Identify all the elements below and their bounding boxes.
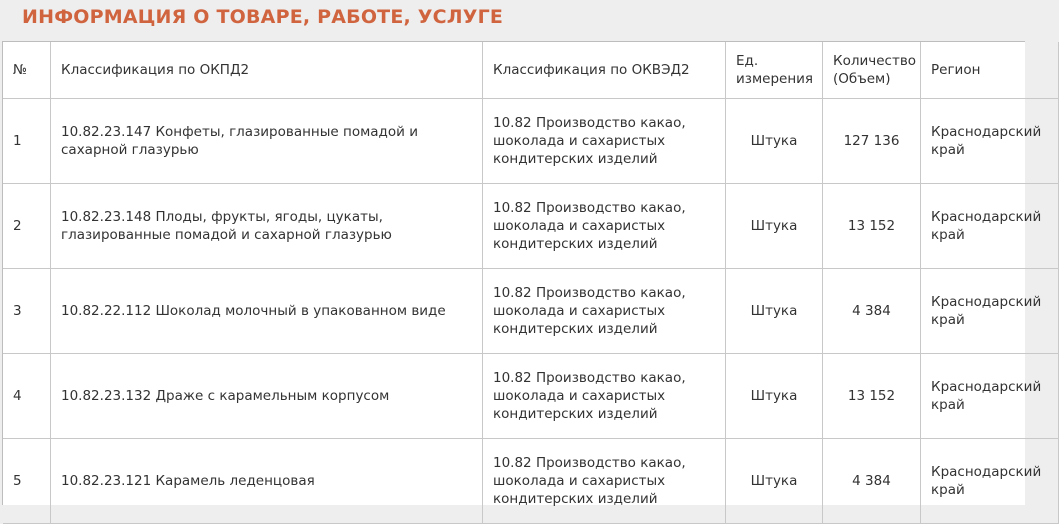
table-header-row — [3, 42, 1059, 99]
cell-region: Краснодарский край — [921, 184, 1059, 269]
table-body — [3, 99, 1059, 524]
cell-okpd2: 10.82.23.147 Конфеты, глазированные помадой и сахарной глазурью — [51, 99, 483, 184]
header-num: № — [3, 42, 51, 99]
cell-quantity: 4 384 — [823, 269, 921, 354]
cell-unit: Штука — [726, 439, 823, 524]
table-row — [3, 354, 1059, 439]
cell-unit: Штука — [726, 99, 823, 184]
cell-okved2: 10.82 Производство какао, шоколада и сахаристых кондитерских изделий — [483, 269, 726, 354]
cell-region: Краснодарский край — [921, 269, 1059, 354]
cell-okpd2: 10.82.23.132 Драже с карамельным корпусом — [51, 354, 483, 439]
cell-num: 3 — [3, 269, 51, 354]
cell-okpd2: 10.82.22.112 Шоколад молочный в упакованном виде — [51, 269, 483, 354]
cell-okved2: 10.82 Производство какао, шоколада и сахаристых кондитерских изделий — [483, 439, 726, 524]
cell-region: Краснодарский край — [921, 439, 1059, 524]
cell-num: 1 — [3, 99, 51, 184]
cell-num: 2 — [3, 184, 51, 269]
header-okpd2: Классификация по ОКПД2 — [51, 42, 483, 99]
table-row — [3, 184, 1059, 269]
table-header — [3, 42, 1059, 99]
section-title: ИНФОРМАЦИЯ О ТОВАРЕ, РАБОТЕ, УСЛУГЕ — [0, 0, 1024, 38]
product-info-table-container — [2, 41, 1042, 507]
cell-quantity: 13 152 — [823, 354, 921, 439]
header-okved2: Классификация по ОКВЭД2 — [483, 42, 726, 99]
cell-unit: Штука — [726, 269, 823, 354]
cell-quantity: 13 152 — [823, 184, 921, 269]
cell-unit: Штука — [726, 184, 823, 269]
cell-okpd2: 10.82.23.121 Карамель леденцовая — [51, 439, 483, 524]
cell-quantity: 127 136 — [823, 99, 921, 184]
cell-okved2: 10.82 Производство какао, шоколада и сахаристых кондитерских изделий — [483, 99, 726, 184]
header-unit: Ед. измерения — [726, 42, 823, 99]
cell-num: 4 — [3, 354, 51, 439]
header-quantity: Количество (Объем) — [823, 42, 921, 99]
cell-num: 5 — [3, 439, 51, 524]
header-region: Регион — [921, 42, 1059, 99]
table-row — [3, 269, 1059, 354]
cell-region: Краснодарский край — [921, 99, 1059, 184]
cell-quantity: 4 384 — [823, 439, 921, 524]
cell-region: Краснодарский край — [921, 354, 1059, 439]
table-row — [3, 99, 1059, 184]
cell-okved2: 10.82 Производство какао, шоколада и сахаристых кондитерских изделий — [483, 184, 726, 269]
cell-okpd2: 10.82.23.148 Плоды, фрукты, ягоды, цукаты, глазированные помадой и сахарной глазурью — [51, 184, 483, 269]
cell-okved2: 10.82 Производство какао, шоколада и сахаристых кондитерских изделий — [483, 354, 726, 439]
cell-unit: Штука — [726, 354, 823, 439]
table-row — [3, 439, 1059, 524]
product-info-table — [3, 42, 1059, 524]
